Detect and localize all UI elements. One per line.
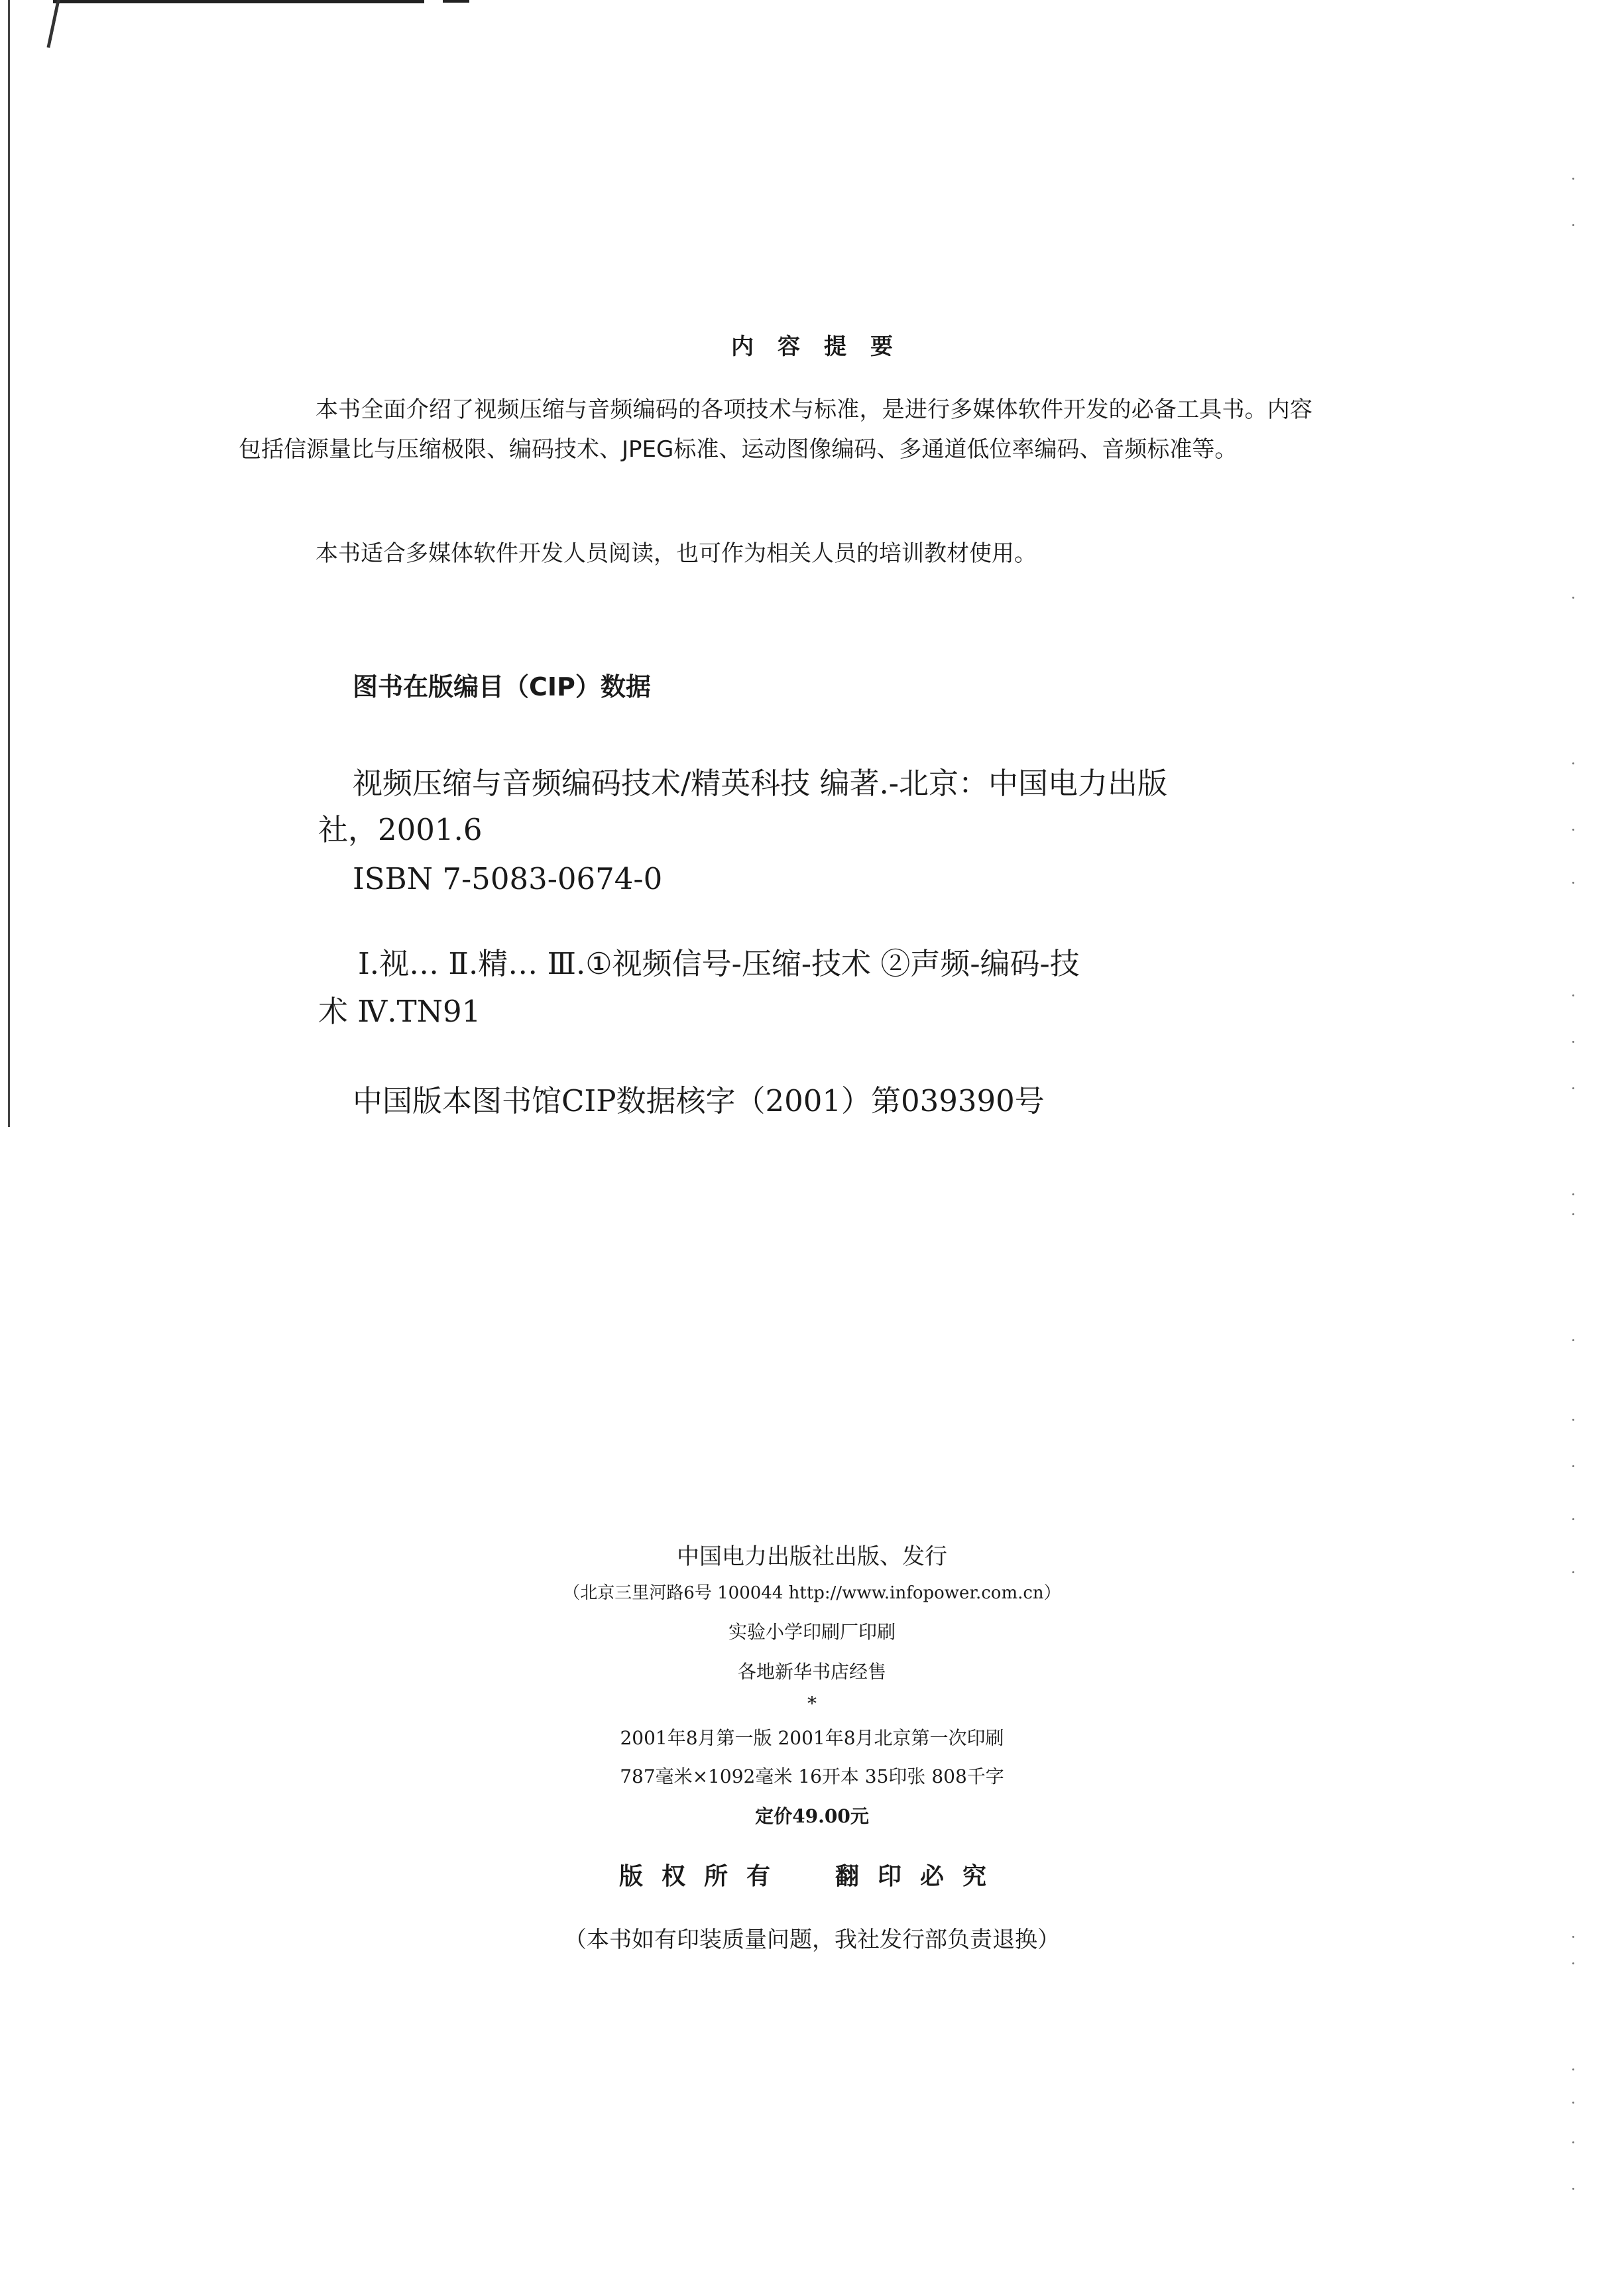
scan-speck (1572, 1465, 1574, 1467)
imprint-publisher: 中国电力出版社出版、发行 (677, 1543, 947, 1570)
scan-speck (1572, 994, 1574, 996)
scan-speck (1572, 2188, 1574, 2190)
scan-left-edge-line (8, 0, 10, 1127)
copyright-notice (0, 1858, 1624, 1891)
scan-speck (1572, 178, 1574, 180)
scan-border-line (53, 0, 424, 3)
imprint-price: 定价49.00元 (755, 1805, 869, 1827)
imprint-distributor: 各地新华书店经售 (737, 1661, 886, 1683)
scan-speck (1572, 829, 1574, 831)
scan-border-dash (443, 0, 469, 3)
scan-speck (1572, 1041, 1574, 1043)
scan-speck (1572, 597, 1574, 599)
imprint-printer: 实验小学印刷厂印刷 (728, 1621, 896, 1643)
summary-paragraph: 本书全面介绍了视频压缩与音频编码的各项技术与标准，是进行多媒体软件开发的必备工具书。内容包括信源量比与压缩极限、编码技术、JPEG标准、运动图像编码、多通道低位率编码、音频标准等。 (239, 396, 1312, 463)
imprint-separator-star: * (807, 1693, 817, 1714)
scan-speck (1572, 2141, 1574, 2143)
copyright-left: 版权所有 (618, 1863, 789, 1890)
scan-speck (1572, 1339, 1574, 1341)
imprint-format: 787毫米×1092毫米 16开本 35印张 808千字 (620, 1765, 1004, 1787)
imprint-address: （北京三里河路6号 100044 http://www.infopower.com.cn） (563, 1583, 1061, 1603)
scan-hook-mark (37, 0, 60, 48)
scan-speck (1572, 1419, 1574, 1421)
copyright-right: 翻印必究 (835, 1863, 1006, 1890)
cip-title-line: 视频压缩与音频编码技术/精英科技 编著.-北京：中国电力出版 (353, 766, 1167, 801)
scan-speck (1572, 2102, 1574, 2104)
scan-speck (1572, 1571, 1574, 1573)
summary-paragraph: 本书适合多媒体软件开发人员阅读，也可作为相关人员的培训教材使用。 (316, 540, 1037, 567)
cip-title-line-cont: 社，2001.6 (318, 812, 483, 847)
imprint-edition: 2001年8月第一版 2001年8月北京第一次印刷 (620, 1727, 1004, 1749)
cip-subject-line-cont: 术 Ⅳ.TN91 (318, 994, 481, 1029)
scan-speck (1572, 1193, 1574, 1195)
summary-title: 内容提要 (731, 333, 917, 360)
cip-isbn: ISBN 7-5083-0674-0 (353, 861, 663, 896)
cip-record-number: 中国版本图书馆CIP数据核字（2001）第039390号 (353, 1083, 1045, 1118)
scan-speck (1572, 1962, 1574, 1964)
scan-speck (1572, 1518, 1574, 1520)
imprint-return-notice: （本书如有印装质量问题，我社发行部负责退换） (564, 1927, 1060, 1953)
scan-speck (1572, 762, 1574, 764)
scan-speck (1572, 224, 1574, 226)
scan-speck (1572, 1087, 1574, 1089)
cip-heading: 图书在版编目（CIP）数据 (353, 672, 651, 701)
scan-speck (1572, 882, 1574, 884)
scan-speck (1572, 1213, 1574, 1215)
scan-speck (1572, 2068, 1574, 2070)
cip-subject-line: Ⅰ.视… Ⅱ.精… Ⅲ.①视频信号-压缩-技术 ②声频-编码-技 (358, 946, 1080, 981)
